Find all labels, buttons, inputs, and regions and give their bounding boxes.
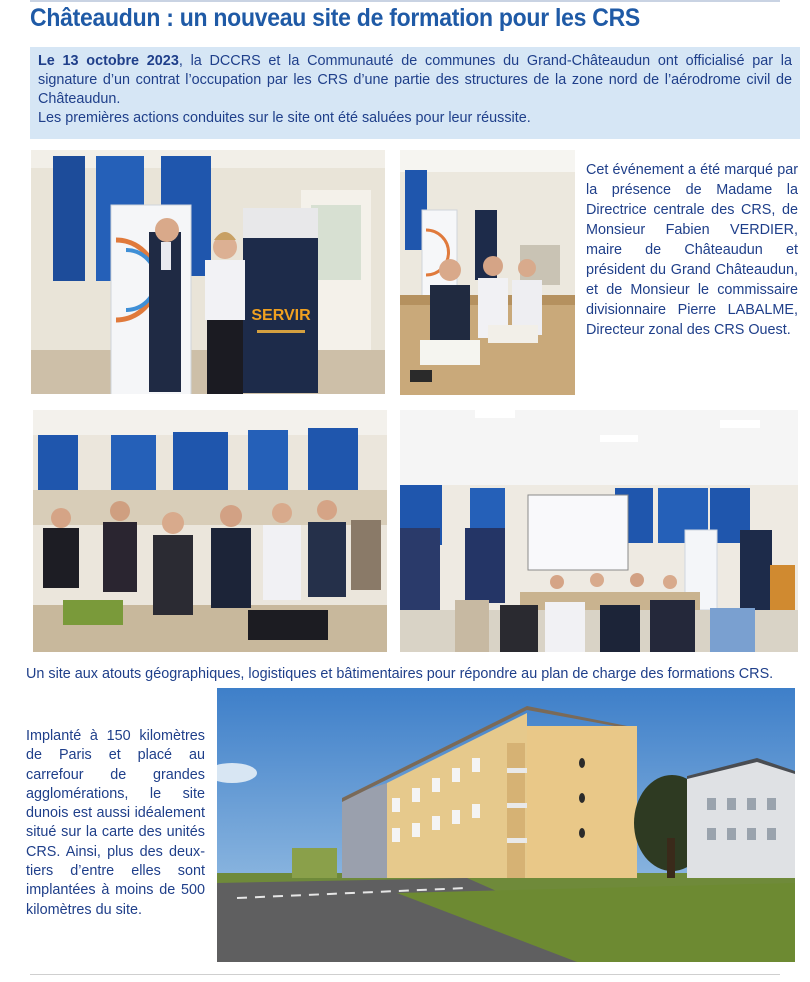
intro-date: Le 13 octobre 2023 <box>38 53 179 69</box>
intro-paragraph <box>38 52 792 109</box>
intro-followup: Les premières actions conduites sur le site ont été saluées pour leur réussite. <box>38 110 531 126</box>
page-title: Châteaudun : un nouveau site de formation pour les CRS <box>30 4 640 32</box>
banner-servir-text: SERVIR <box>251 307 311 324</box>
audience-photo <box>33 410 387 652</box>
handshake-photo <box>31 150 385 394</box>
bottom-rule <box>30 974 780 975</box>
conference-photo <box>400 410 798 652</box>
signing-photo <box>400 150 575 395</box>
intro-text: , la DCCRS et la Communauté de communes du Grand-Châteaudun ont officialisé par la signature d’un contrat l’occupation par les CRS d’une partie des structures de la zone nord de l’aérodrome civil de Châteaudun. <box>38 53 792 107</box>
section-subheading: Un site aux atouts géographiques, logistiques et bâtimentaires pour répondre au plan de charge des formations CRS. <box>26 666 774 682</box>
building-photo <box>217 688 795 962</box>
top-rule <box>30 0 780 2</box>
intro-box <box>30 47 800 139</box>
event-caption: Cet événement a été marqué par la présence de Madame la Directrice centrale des CRS, de Monsieur Fabien VERDIER, maire de Châteaudun et président du Grand Châteaudun, et de Monsieur le commissaire divisionnaire Pierre LABALME, Directeur zonal des CRS Ouest. <box>586 162 798 338</box>
location-text: Implanté à 150 kilomètres de Paris et placé au carrefour de grandes agglomérations, le site dunois est aussi idéalement situé sur la carte des unités CRS. Ainsi, plus des deux-tiers d’entre elles sont implantées à moins de 500 kilomètres du site. <box>26 728 205 918</box>
